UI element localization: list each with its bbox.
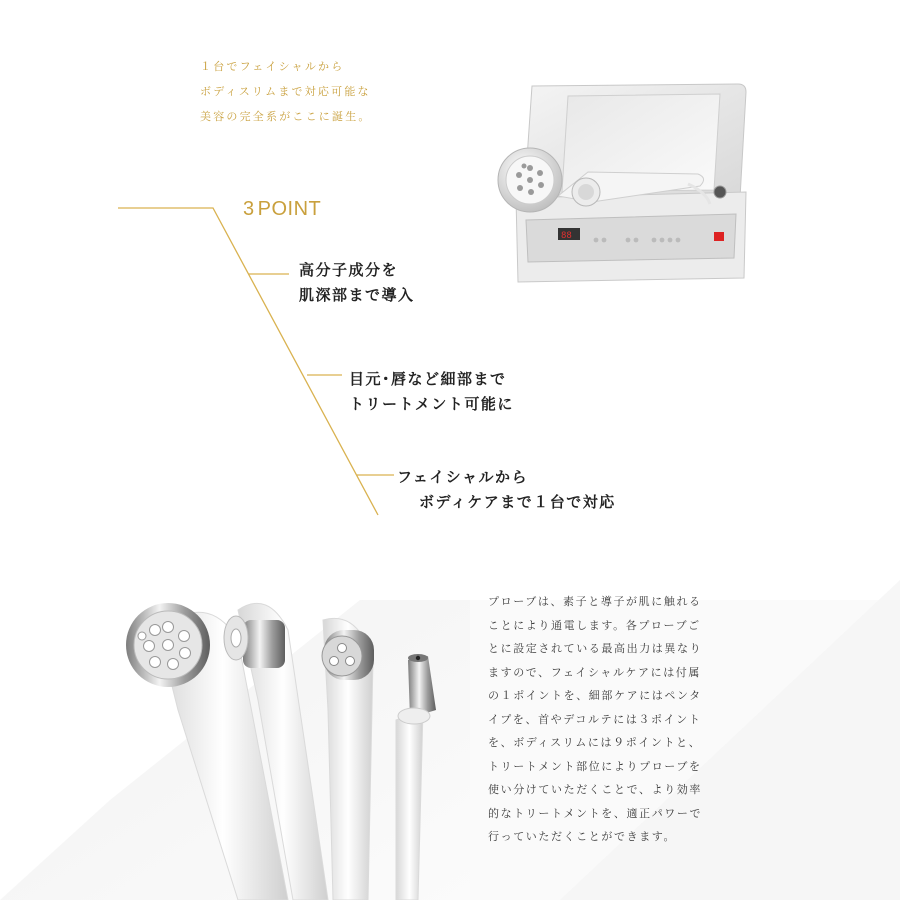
point-line: ボディケアまで１台で対応 xyxy=(419,493,616,511)
point-line: フェイシャルから xyxy=(397,468,528,486)
intro-line: ボディスリムまで対応可能な xyxy=(200,85,371,98)
intro-line: 美容の完全系がここに誕生。 xyxy=(200,110,372,123)
point-item xyxy=(349,367,514,417)
probes-image xyxy=(118,590,478,900)
probe-description xyxy=(488,590,728,849)
point-line: 目元･唇など細部まで xyxy=(349,370,507,388)
points-heading xyxy=(243,198,321,221)
description-line: 使い分けていただくことで、より効率 xyxy=(488,783,702,796)
device-display: 88 xyxy=(561,231,572,241)
point-item xyxy=(299,258,415,308)
description-line: イプを、首やデコルテには３ポイント xyxy=(488,712,702,726)
description-line: 行っていただくことができます。 xyxy=(488,830,677,843)
points-label: POINT xyxy=(257,198,322,220)
device-image xyxy=(488,80,750,290)
description-line: とに設定されている最高出力は異なり xyxy=(488,642,703,655)
intro-line: １台でフェイシャルから xyxy=(200,60,345,73)
point-line: 肌深部まで導入 xyxy=(299,286,415,304)
description-line: トリートメント部位によりプローブを xyxy=(488,759,702,773)
description-line: ことにより通電します。各プローブご xyxy=(488,618,701,632)
description-line: を、ボディスリムには９ポイントと、 xyxy=(488,736,702,749)
point-item xyxy=(397,465,616,515)
description-line: プローブは、素子と導子が肌に触れる xyxy=(488,595,702,608)
point-line: トリートメント可能に xyxy=(349,395,514,413)
description-line: ますので、フェイシャルケアには付属 xyxy=(488,665,701,679)
point-line: 高分子成分を xyxy=(299,261,399,279)
points-count: 3 xyxy=(243,198,255,220)
description-line: の１ポイントを、細部ケアにはペンタ xyxy=(488,689,702,702)
description-line: 的なトリートメントを、適正パワーで xyxy=(488,806,703,820)
